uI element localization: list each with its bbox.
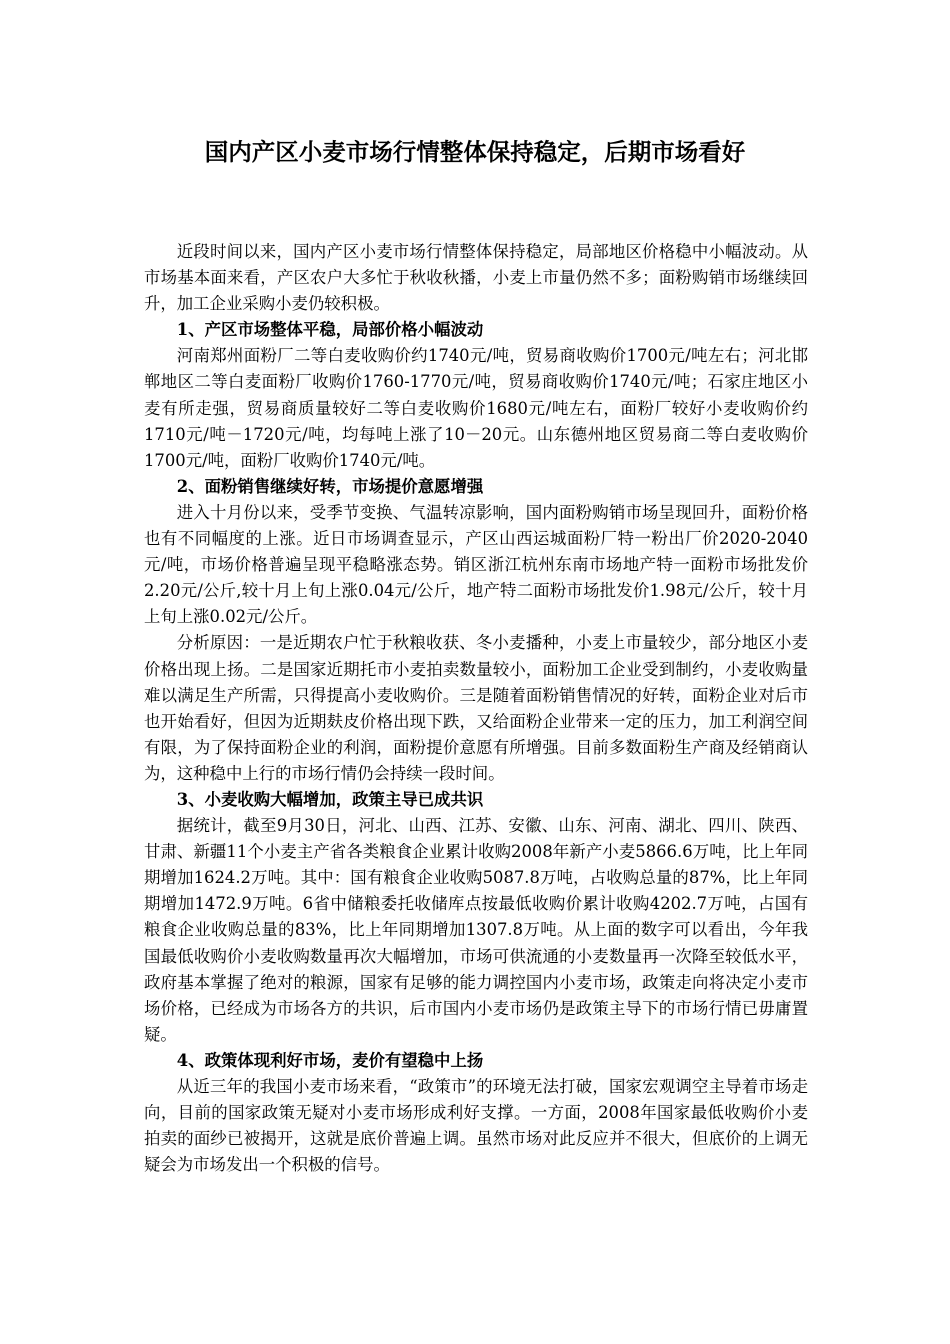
body-paragraph-4: 分析原因：一是近期农户忙于秋粮收获、冬小麦播种，小麦上市量较少，部分地区小麦价格出现上扬。二是国家近期托市小麦拍卖数量较小，面粉加工企业受到制约，小麦收购量难以满足生产所需，只得提高小麦收购价。三是随着面粉销售情况的好转，面粉企业对后市也开始看好，但因为近期麸皮价格出现下跌，又给面粉企业带来一定的压力，加工利润空间有限，为了保持面粉企业的利润，面粉提价意愿有所增强。目前多数面粉生产商及经销商认为，这种稳中上行的市场行情仍会持续一段时间。 (144, 633, 808, 783)
section-heading-4: 4、政策体现利好市场，麦价有望稳中上扬 (176, 1050, 484, 1070)
body-paragraph-3: 进入十月份以来，受季节变换、气温转凉影响，国内面粉购销市场呈现回升，面粉价格也有不同幅度的上涨。近日市场调查显示，产区山西运城面粉厂特一粉出厂价2020-2040元/吨，市场价格普遍呈现平稳略涨态势。销区浙江杭州东南市场地产特一面粉市场批发价2.20元/公斤,较十月上旬上涨0.04元/公斤，地产特二面粉市场批发价1.98元/公斤，较十月上旬上涨0.02元/公斤。 (144, 502, 808, 627)
section-heading-3: 3、小麦收购大幅增加，政策主导已成共识 (176, 789, 484, 809)
section-heading-1: 1、产区市场整体平稳，局部价格小幅波动 (176, 320, 484, 340)
body-paragraph-2: 河南郑州面粉厂二等白麦收购价约1740元/吨，贸易商收购价1700元/吨左右；河北邯郸地区二等白麦面粉厂收购价1760-1770元/吨，贸易商收购价1740元/吨；石家庄地区小麦有所走强，贸易商质量较好二等白麦收购价1680元/吨左右，面粉厂较好小麦收购价约1710元/吨－1720元/吨，均每吨上涨了10－20元。山东德州地区贸易商二等白麦收购价1700元/吨，面粉厂收购价1740元/吨。 (144, 346, 808, 470)
body-paragraph-1: 近段时间以来，国内产区小麦市场行情整体保持稳定，局部地区价格稳中小幅波动。从市场基本面来看，产区农户大多忙于秋收秋播，小麦上市量仍然不多；面粉购销市场继续回升，加工企业采购小麦仍较积极。 (144, 242, 808, 314)
section-heading-2: 2、面粉销售继续好转，市场提价意愿增强 (176, 476, 484, 496)
body-paragraph-5: 据统计，截至9月30日，河北、山西、江苏、安徽、山东、河南、湖北、四川、陕西、甘肃、新疆11个小麦主产省各类粮食企业累计收购2008年新产小麦5866.6万吨，比上年同期增加1624.2万吨。其中：国有粮食企业收购5087.8万吨，占收购总量的87%，比上年同期增加1472.9万吨。6省中储粮委托收储库点按最低收购价累计收购4202.7万吨，占国有粮食企业收购总量的83%，比上年同期增加1307.8万吨。从上面的数字可以看出，今年我国最低收购价小麦收购数量再次大幅增加，市场可供流通的小麦数量再一次降至较低水平，政府基本掌握了绝对的粮源，国家有足够的能力调控国内小麦市场，政策走向将决定小麦市场价格，已经成为市场各方的共识，后市国内小麦市场仍是政策主导下的市场行情已毋庸置疑。 (144, 816, 808, 1044)
document-body (144, 239, 808, 1178)
document-title: 国内产区小麦市场行情整体保持稳定，后期市场看好 (204, 138, 746, 166)
body-paragraph-6: 从近三年的我国小麦市场来看，“政策市”的环境无法打破，国家宏观调空主导着市场走向，目前的国家政策无疑对小麦市场形成利好支撑。一方面，2008年国家最低收购价小麦拍卖的面纱已被揭开，这就是底价普遍上调。虽然市场对此反应并不很大，但底价的上调无疑会为市场发出一个积极的信号。 (144, 1077, 808, 1175)
